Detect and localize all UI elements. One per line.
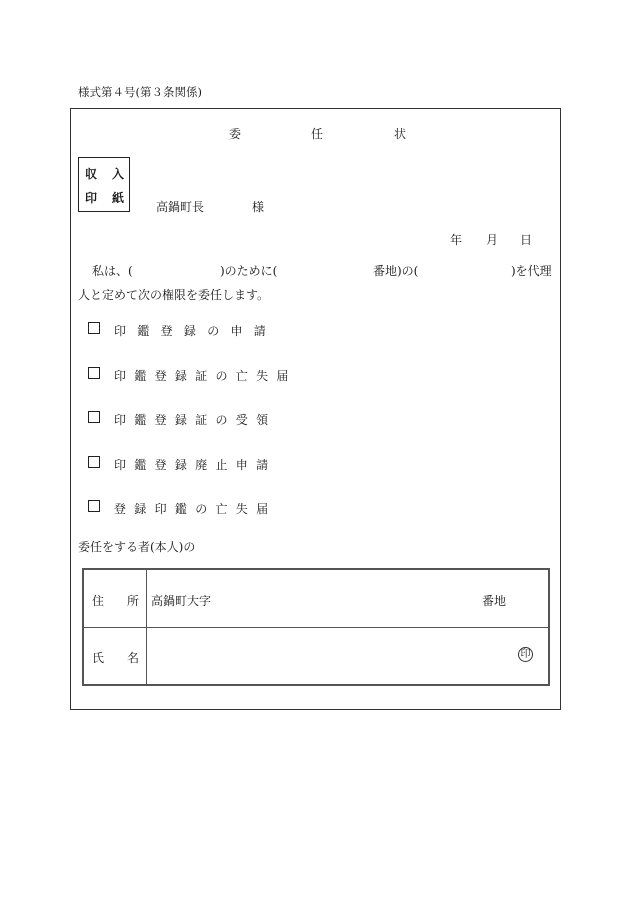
delegator-label: 委任をする者(本人)の [78,540,196,554]
checklist-char: 失 [256,369,269,383]
date-month-label: 月 [486,233,499,247]
checklist-char: 領 [256,413,269,427]
checkbox[interactable] [88,411,100,423]
checklist-item [88,411,269,427]
checklist-char: 申 [235,458,248,472]
checklist-char: 止 [215,458,228,472]
checklist-char: 鑑 [134,413,147,427]
address-label-char: 住 [92,594,105,608]
checklist-item [88,500,269,516]
address-label-char: 所 [127,594,140,608]
checklist-char: の [195,502,208,516]
address-suffix: 番地 [482,594,507,608]
checklist-char: の [207,324,220,338]
checklist-char: 登 [154,458,167,472]
body-text-part: 番地)の( [373,264,419,278]
checklist-char: 受 [235,413,248,427]
checkbox[interactable] [88,367,100,379]
checkbox[interactable] [88,500,100,512]
checklist-item [88,367,289,383]
checklist-char: 録 [183,324,196,338]
checklist-char: 失 [235,502,248,516]
stamp-char: 入 [112,167,125,181]
checklist-item [88,456,269,472]
checklist-char: 亡 [235,369,248,383]
title-char: 状 [394,127,407,141]
checklist-char: 請 [256,458,269,472]
address-prefix: 高鍋町大字 [151,594,212,608]
table-row-divider [84,627,548,628]
checklist-char: 登 [154,369,167,383]
body-text-part: )のために( [220,264,278,278]
checklist-char: 届 [256,502,269,516]
seal-icon: 印 [518,647,533,662]
form-header: 様式第４号(第３条関係) [78,85,202,99]
recipient-name: 高鍋町長 [156,200,205,214]
stamp-char: 紙 [112,191,125,205]
checklist-char: 録 [134,502,147,516]
checklist-char: 録 [174,413,187,427]
checklist-char: 亡 [215,502,228,516]
checklist-char: 印 [114,369,127,383]
checklist-char: 録 [174,458,187,472]
checklist-item [88,322,266,338]
checklist-char: 届 [276,369,289,383]
checklist-char: 申 [230,324,243,338]
title-char: 委 [229,127,242,141]
checklist-char: 印 [154,502,167,516]
checklist-char: 鑑 [174,502,187,516]
checkbox[interactable] [88,322,100,334]
name-label-char: 名 [127,651,140,665]
title-char: 任 [311,127,324,141]
checklist-char: の [215,369,228,383]
date-year-label: 年 [450,233,463,247]
revenue-stamp-box [78,157,130,212]
body-text-line2: 人と定めて次の権限を委任します。 [78,288,270,302]
checklist-char: 証 [195,369,208,383]
checklist-char: 証 [195,413,208,427]
checklist-char: 登 [160,324,173,338]
checklist-char: 鑑 [134,458,147,472]
checklist-char: 印 [114,458,127,472]
checkbox[interactable] [88,456,100,468]
stamp-char: 印 [85,191,98,205]
checklist-char: 登 [154,413,167,427]
checklist-char: 録 [174,369,187,383]
delegator-info-table [82,568,550,686]
checklist-char: の [215,413,228,427]
checklist-char: 請 [253,324,266,338]
body-text-part: 私は、( [92,264,133,278]
stamp-char: 収 [85,167,98,181]
date-day-label: 日 [520,233,533,247]
body-text-part: )を代理 [511,264,552,278]
checklist-char: 印 [114,324,127,338]
table-column-divider [146,570,147,684]
checklist-char: 廃 [195,458,208,472]
checklist-char: 登 [114,502,127,516]
checklist-char: 印 [114,413,127,427]
name-label-char: 氏 [92,651,105,665]
checklist-char: 鑑 [137,324,150,338]
checklist-char: 鑑 [134,369,147,383]
recipient-honorific: 様 [252,200,265,214]
